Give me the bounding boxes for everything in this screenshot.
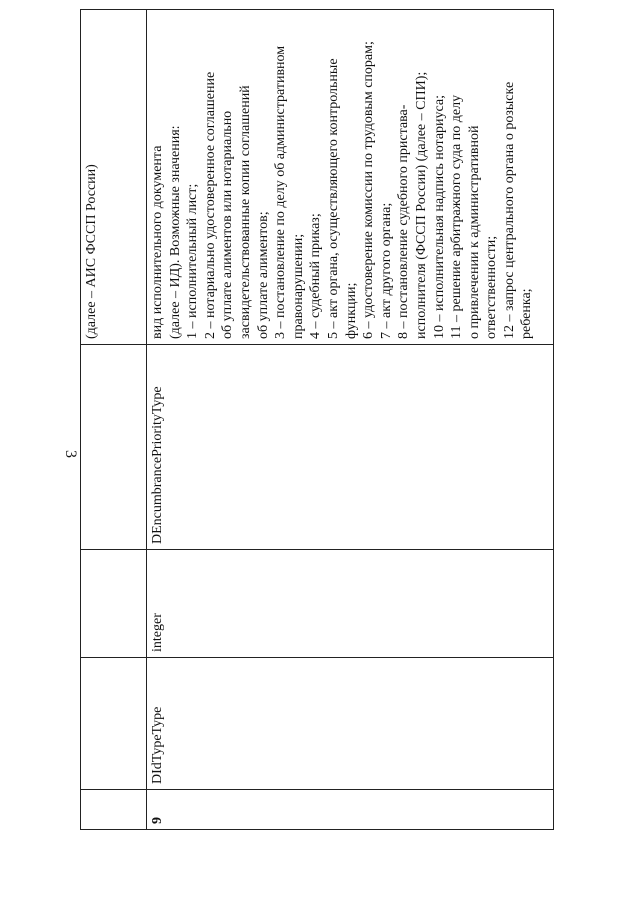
desc-item-line: об уплате алиментов или нотариально — [220, 110, 236, 339]
row-number: 9 — [147, 790, 554, 830]
cell-code — [81, 345, 147, 550]
base-type: integer — [147, 550, 554, 658]
desc-item-line: 4 – судебный приказ; — [308, 213, 324, 339]
data-type-table — [80, 9, 554, 830]
desc-item-line: функции; — [343, 282, 359, 339]
type-description — [147, 10, 554, 345]
desc-item-line: 11 – решение арбитражного суда по делу — [449, 94, 465, 339]
cell-name — [81, 658, 147, 790]
desc-item-line: ребенка; — [519, 288, 535, 339]
desc-intro-line: (далее – ИД). Возможные значения: — [167, 125, 183, 339]
desc-item-line: 12 – запрос центрального органа о розыске — [501, 81, 517, 339]
desc-item-line: 8 – постановление судебного пристава- — [396, 104, 412, 339]
cell-num — [81, 790, 147, 830]
table-row-9 — [147, 10, 554, 830]
table-row-prev — [81, 10, 147, 830]
desc-item-line: ответственности; — [484, 235, 500, 339]
type-name: DIdTypeType — [147, 658, 554, 790]
cell-desc: (далее – АИС ФССП России) — [81, 10, 147, 345]
desc-item-line: 1 – исполнительный лист; — [185, 183, 201, 339]
desc-item-line: правонарушении; — [290, 233, 306, 339]
desc-item-line: о привлечении к административной — [466, 125, 482, 339]
rotated-table-container — [80, 41, 549, 830]
desc-item-line: 5 – акт органа, осуществляющего контрольные — [325, 58, 341, 339]
desc-item-line: 6 – удостоверение комиссии по трудовым спорам; — [361, 41, 377, 339]
page-number: 3 — [62, 450, 79, 458]
desc-item-line: 2 – нотариально удостоверенное соглашение — [202, 71, 218, 339]
desc-item-line: засвидетельствованные копии соглашений — [237, 85, 253, 339]
desc-item-line: об уплате алиментов; — [255, 211, 271, 339]
cell-type — [81, 550, 147, 658]
type-code: DEncumbrancePriorityType — [147, 345, 554, 550]
desc-item-line: исполнителя (ФССП России) (далее – СПИ); — [413, 71, 429, 339]
desc-item-line: 10 – исполнительная надпись нотариуса; — [431, 94, 447, 339]
desc-item-line: 7 – акт другого органа; — [378, 202, 394, 339]
desc-item-line: 3 – постановление по делу об административном — [273, 45, 289, 339]
desc-intro-line: вид исполнительного документа — [150, 145, 165, 339]
